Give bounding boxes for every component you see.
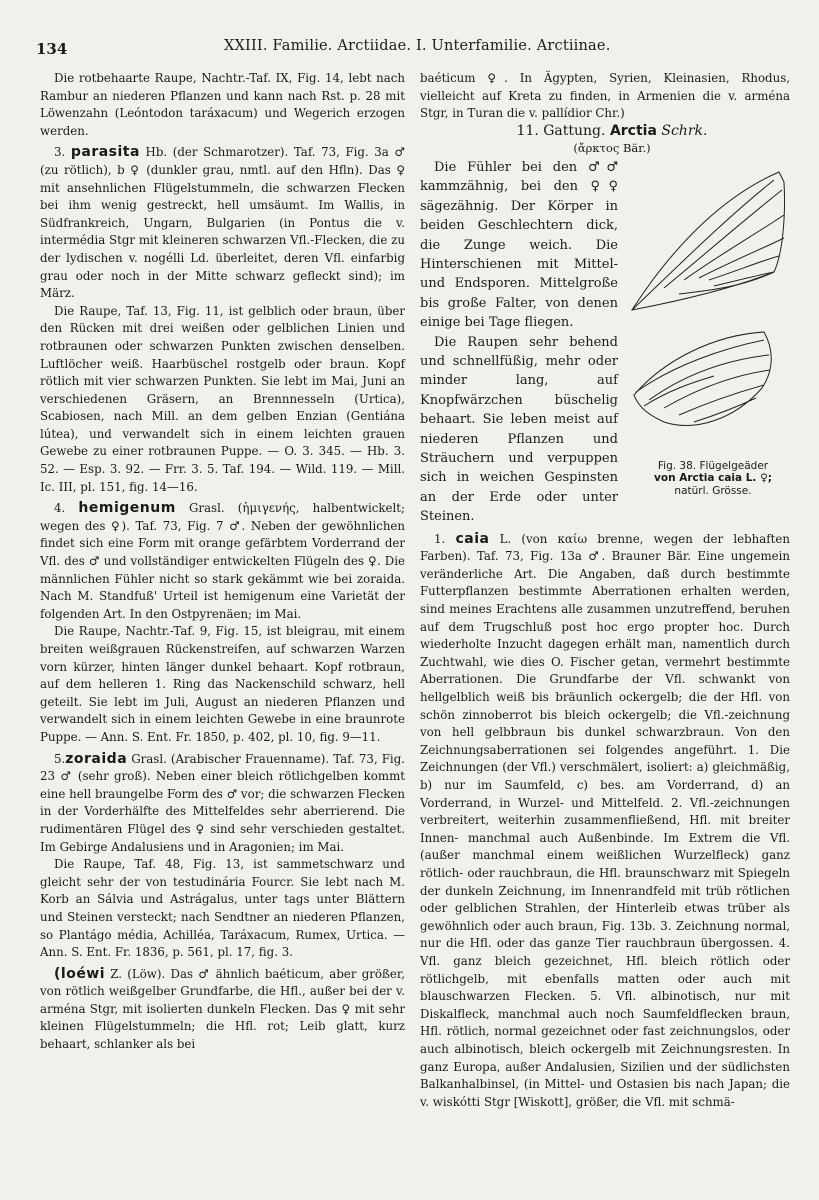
species-name: zoraida (65, 750, 128, 767)
genus-description: Die Fühler bei den ♂♂ kammzähnig, bei den ♀♀ sägezähnig. Der Körper in beiden Geschlechtern dick, die Zunge weich. Die Hinterschienen mit Mittel- und Endsporen. Mittelgroße bis große Falter, von denen einige bei Tage fliegen. (420, 159, 618, 331)
right-column (420, 70, 790, 1111)
figure-caption-line: natürl. Grösse. (674, 484, 752, 497)
species-number: 4. (54, 501, 66, 516)
paragraph: Die Raupe, Taf. 48, Fig. 13, ist sammetschwarz und gleicht sehr der von testudinária Fourcr. Sie lebt nach M. Korb an Sálvia und Astrágalus, unter tags unter Blättern und Steinen versteckt; nach Sendtner an niederen Pflanzen, so Plantágo média, Achilléa, Taráxacum, Rumex, Urtica. — Ann. S. Ent. Fr. 1836, p. 561, pl. 17, fig. 3. (40, 857, 405, 960)
species-block (420, 531, 790, 1112)
paragraph: baéticum ♀. In Ägypten, Syrien, Kleinasien, Rhodus, vielleicht auf Kreta zu finden, in Armenien die v. arména Stgr, in Turan die v. pallídior Chr.) (420, 71, 790, 121)
wing-venation-drawing (624, 160, 794, 460)
genus-name: Arctia (609, 122, 657, 139)
left-column (40, 70, 405, 1054)
species-text: Hb. (der Schmarotzer). Taf. 73, Fig. 3a ♂ (zu rötlich), b ♀ (dunkler grau, nmtl. auf den Hfln). Das ♀ mit ansehnlichen Flügelstummeln, die schwarzen Flecken bei ihm wenig gestreckt, hell umsäumt. Im Wallis, in Südfrankreich, Ungarn, Bulgarien (in Pontus die v. intermédia Stgr mit kleineren schwarzen Vfl.-Flecken, die zu der lydischen v. nogélli Ld. überleitet, deren Vfl. einfarbig grau oder noch in der Mitte schwarz gefleckt sind); im März. (40, 145, 406, 301)
genus-author: Schrk. (661, 122, 708, 139)
genus-number: 11. Gattung. (516, 122, 606, 139)
species-number: 1. (434, 531, 446, 546)
species-name: (loéwi (54, 965, 106, 982)
larva-description: Die Raupen sehr behend und schnellfüßig, mehr oder minder lang, auf Knopfwärzchen büschelig behaart. Sie leben meist auf niederen Pflanzen und Sträuchern und verpuppen sich in weichen Gespinsten an der Erde oder unter Steinen. (420, 334, 618, 525)
genus-heading (420, 123, 790, 141)
species-text: Grasl. (ἡμιγενής, halbentwickelt; wegen des ♀). Taf. 73, Fig. 7 ♂. Neben der gewöhnlichen findet sich eine Form mit orange gefärbtem Vorderrand der Vfl. des ♂ und vollständiger entwickelten Flügeln des ♀. Die männlichen Fühler nicht so stark gekämmt wie bei zoraida. Nach M. Standfuß' Urteil ist hemigenum eine Varietät der folgenden Art. In den Ostpyrenäen; im Mai. (40, 501, 406, 621)
paragraph: Die Raupe, Nachtr.-Taf. 9, Fig. 15, ist bleigrau, mit einem breiten weißgrauen Rückenstreifen, auf schwarzen Warzen vorn kürzer, hinten länger dunkel behaart. Kopf rotbraun, auf dem helleren 1. Ring das Nackenschild schwarz, hell geteilt. Sie lebt im Juli, August an niederen Pflanzen und verwandelt sich in einem leichten Gewebe in eine braunrote Puppe. — Ann. S. Ent. Fr. 1850, p. 402, pl. 10, fig. 9—11. (40, 624, 405, 744)
species-text: Z. (Löw). Das ♂ ähnlich baéticum, aber größer, von rötlich weißgelber Grundfarbe, die Hfl., außer bei der v. arména Stgr, mit isolierten dunkeln Flecken. Das ♀ mit sehr kleinen Flügelstummeln; die Hfl. rot; Leib glatt, kurz behaart, schlanker als bei (40, 966, 405, 1052)
species-text: Grasl. (Arabischer Frauenname). Taf. 73, Fig. 23 ♂ (sehr groß). Neben einer bleich rötlichgelben kommt eine hell braungelbe Form des ♂ vor; die schwarzen Flecken in der Vorderhälfte des Mittelfeldes sehr aberrierend. Die rudimentären Flügel des ♀ sind sehr verschieden gestaltet. Im Gebirge Andalusiens und in Aragonien; im Mai. (40, 751, 405, 854)
species-entry (40, 144, 405, 302)
species-number: 5. (54, 751, 66, 766)
genus-etymology: (ἄρκτος Bär.) (573, 141, 651, 156)
running-title: XXIII. Familie. Arctiidae. I. Unterfamilie. Arctiinae. (224, 38, 611, 54)
species-entry (420, 531, 790, 1112)
page-number: 134 (36, 40, 68, 58)
species-name: parasita (70, 144, 140, 161)
wing-venation-figure (624, 160, 794, 515)
species-entry (40, 500, 405, 623)
species-name: hemigenum (78, 500, 176, 517)
paragraph: Die Raupe, Taf. 13, Fig. 11, ist gelblich oder braun, über den Rücken mit drei weißen oder gelblichen Linien und rotbraunen oder schwarzen Punkten zwischen denselben. Luftlöcher weiß. Haarbüschel rostgelb oder braun. Kopf rötlich mit vier schwarzen Punkten. Sie lebt im Mai, Juni an verschiedenen Gräsern, an Brennnesseln (Urtica), Scabiosen, nach Mill. an dem gelben Enzian (Gentiána lútea), und verwandelt sich in einem leichten grauen Gewebe zu einer rotbraunen Puppe. — O. 3. 345. — Hb. 3. 52. — Esp. 3. 92. — Frr. 3. 5. Taf. 194. — Wild. 119. — Mill. Ic. III, pl. 151, fig. 14—16. (40, 303, 405, 494)
figure-caption-line: Fig. 38. Flügelgeäder (657, 459, 769, 472)
running-header (36, 38, 796, 60)
figure-caption-line: von Arctia caia L. ♀; (654, 472, 772, 485)
species-entry (40, 751, 405, 857)
paragraph: Die rotbehaarte Raupe, Nachtr.-Taf. IX, Fig. 14, lebt nach Rambur an niederen Pflanzen und kann nach Rst. p. 28 mit Löwenzahn (Leóntodon taráxacum) und Wegerich erzogen werden. (40, 71, 405, 138)
species-number: 3. (54, 145, 66, 160)
species-entry (40, 966, 405, 1054)
species-name: caia (455, 530, 490, 547)
figure-caption (632, 460, 794, 498)
species-text: L. (von καίω brenne, wegen der lebhaften Farben). Taf. 73, Fig. 13a ♂. Brauner Bär. Eine ungemein veränderliche Art. Die Angaben, daß durch bestimmte Futterpflanzen bestimmte Aberrationen erhalten werden, sind meines Erachtens alle zusammen unzutreffend, beruhen auf dem Trugschluß post hoc ergo propter hoc. Durch wiederholte Inzucht dagegen erhält man, namentlich durch Zuchtwahl, wie dies O. Fischer getan, vermehrt bestimmte Aberrationen. Die Grundfarbe der Vfl. schwankt von hellgelblich weiß bis bräunlich ockergelb; die der Hfl. von schön zinnoberrot bis bleich ockergelb; die Vfl.-zeichnung von hell gelbbraun bis dunkel schwarzbraun. Von den Zeichnungsaberrationen sei folgendes angeführt. 1. Die Zeichnungen (der Vfl.) verschmälert, isoliert: a) gleichmäßig, b) nur im Saumfeld, c) bes. am Vorderrand, d) an Vorderrand, in Wurzel- und Mittelfeld. 2. Vfl.-zeichnungen verbreitert, weiterhin zusammenfließend, Hfl. mit breiter Innen- manchmal auch Außenbinde. Im Extrem die Vfl. (außer manchmal einem weißlichen Wurzelfleck) ganz rötlich- oder rauchbraun, die Hfl. braunschwarz mit Spiegeln der dunkeln Zeichnung, im Innenrandfeld mit trüb rötlichen oder gelblichen Strahlen, der Hinterleib etwas trüber als gewöhnlich oder auch braun, Fig. 13b. 3. Zeichnung normal, nur die Hfl. oder das ganze Tier rauchbraun übergossen. 4. Vfl. ganz bleich gezeichnet, Hfl. bleich rötlich oder rötlichgelb, mit ebenfalls matten oder auch mit blauschwarzen Flecken. 5. Vfl. albinotisch, nur mit Diskalfleck, manchmal auch noch Saumfeldflecken braun, Hfl. rötlich, normal gezeichnet oder fast zeichnungslos, oder auch albinotisch, bleich ockergelb mit Zeichnungsresten. In ganz Europa, außer Andalusien, Sizilien und der südlichsten Balkanhalbinsel, (in Mittel- und Ostasien bis nach Japan; die v. wiskótti Stgr [Wiskott], größer, die Vfl. mit schmä- (420, 531, 790, 1109)
